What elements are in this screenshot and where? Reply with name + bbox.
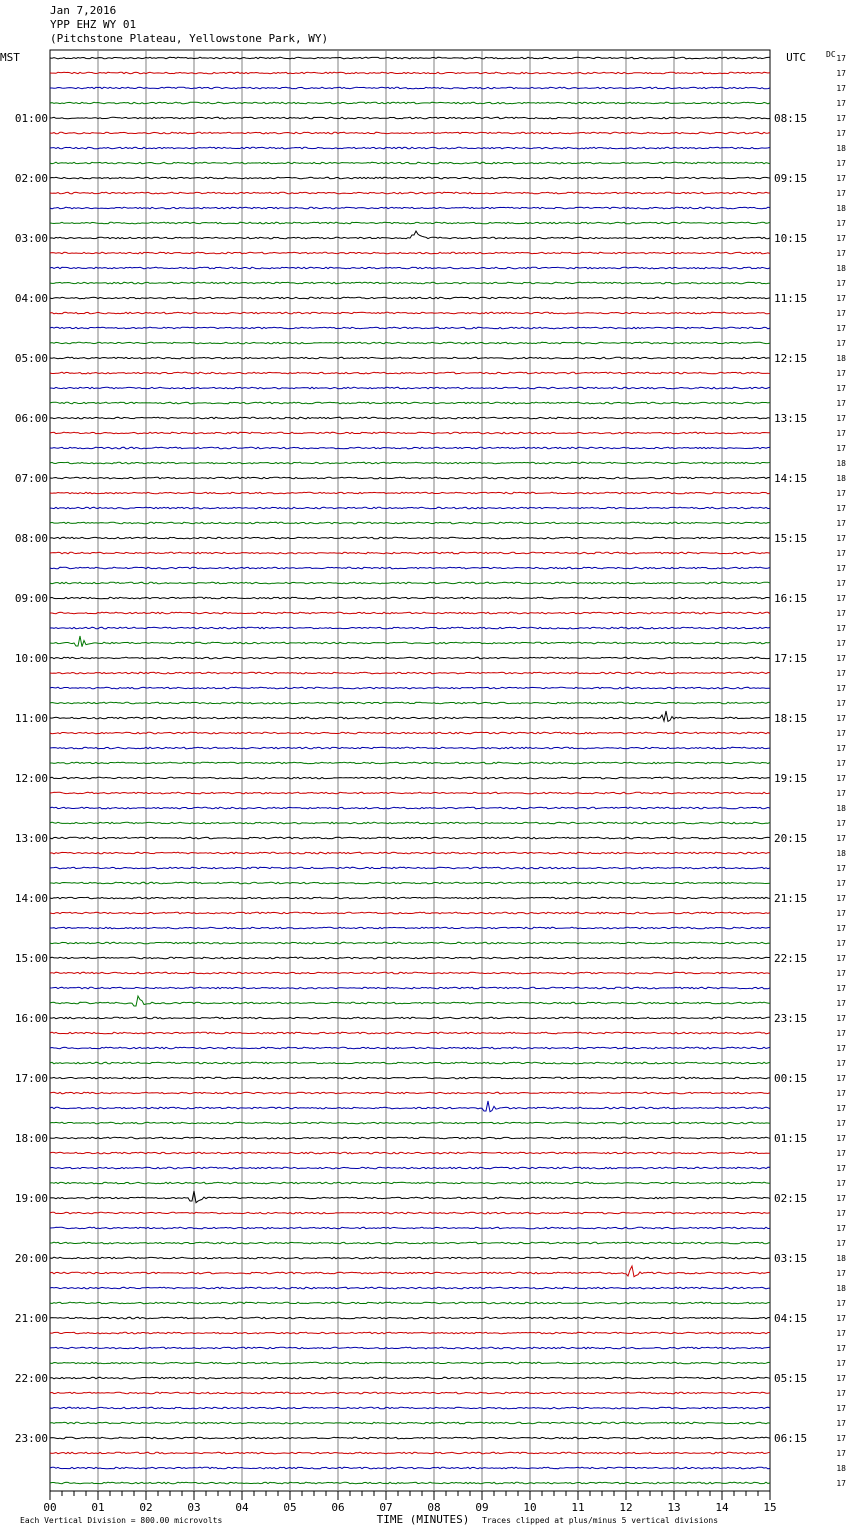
row-value-label: 17	[836, 954, 846, 963]
trace-line-83	[50, 1287, 770, 1289]
mst-hour-label: 07:00	[14, 472, 48, 485]
row-value-label: 17	[836, 174, 846, 183]
row-value-label: 17	[836, 1134, 846, 1143]
utc-hour-label: 16:15	[774, 592, 808, 605]
row-value-label: 17	[836, 909, 846, 918]
row-value-label: 17	[836, 444, 846, 453]
trace-line-33	[50, 537, 770, 539]
mst-hour-label: 11:00	[14, 712, 48, 725]
trace-line-28	[50, 462, 770, 464]
trace-line-84	[50, 1302, 770, 1304]
row-value-label: 17	[836, 189, 846, 198]
x-tick-label: 11	[571, 1501, 585, 1514]
row-value-label: 18	[836, 1284, 846, 1293]
x-axis-label: TIME (MINUTES)	[376, 1513, 470, 1526]
utc-label: UTC	[786, 51, 806, 64]
mst-hour-label: 16:00	[14, 1012, 48, 1025]
mst-hour-label: 04:00	[14, 292, 48, 305]
trace-line-79	[50, 1227, 770, 1229]
trace-line-26	[50, 432, 770, 434]
row-value-label: 17	[836, 1179, 846, 1188]
trace-line-12	[50, 222, 770, 224]
row-value-label: 17	[836, 669, 846, 678]
row-value-label: 17	[836, 1329, 846, 1338]
trace-line-36	[50, 582, 770, 584]
utc-hour-label: 10:15	[774, 232, 808, 245]
row-value-label: 17	[836, 1359, 846, 1368]
row-value-label: 17	[836, 1224, 846, 1233]
row-value-label: 18	[836, 204, 846, 213]
row-value-label: 17	[836, 1209, 846, 1218]
trace-line-41	[50, 657, 770, 659]
dc-label: DC	[826, 50, 836, 59]
row-value-label: 17	[836, 1314, 846, 1323]
row-value-label: 17	[836, 309, 846, 318]
x-tick-label: 08	[427, 1501, 441, 1514]
row-value-label: 17	[836, 834, 846, 843]
trace-line-57	[50, 897, 770, 899]
x-tick-label: 04	[235, 1501, 249, 1514]
trace-line-67	[50, 1047, 770, 1049]
utc-hour-label: 12:15	[774, 352, 808, 365]
trace-line-81	[50, 1257, 770, 1259]
trace-line-64	[50, 996, 770, 1006]
row-value-label: 17	[836, 219, 846, 228]
row-value-label: 17	[836, 84, 846, 93]
trace-line-60	[50, 942, 770, 944]
trace-line-52	[50, 822, 770, 824]
row-value-label: 17	[836, 564, 846, 573]
mst-hour-label: 01:00	[14, 112, 48, 125]
mst-hour-label: 10:00	[14, 652, 48, 665]
mst-hour-label: 17:00	[14, 1072, 48, 1085]
row-value-label: 17	[836, 1044, 846, 1053]
row-value-label: 18	[836, 354, 846, 363]
trace-line-56	[50, 882, 770, 884]
station-code: YPP EHZ WY 01	[50, 18, 137, 31]
trace-line-61	[50, 957, 770, 959]
row-value-label: 18	[836, 459, 846, 468]
row-value-label: 17	[836, 504, 846, 513]
trace-line-32	[50, 522, 770, 524]
trace-line-73	[50, 1137, 770, 1139]
trace-line-21	[50, 357, 770, 359]
x-tick-label: 00	[43, 1501, 57, 1514]
trace-line-2	[50, 72, 770, 74]
row-value-label: 18	[836, 474, 846, 483]
trace-line-68	[50, 1062, 770, 1064]
row-value-label: 17	[836, 1089, 846, 1098]
trace-line-5	[50, 117, 770, 119]
trace-line-80	[50, 1242, 770, 1244]
trace-line-50	[50, 792, 770, 794]
row-value-label: 17	[836, 729, 846, 738]
row-value-label: 17	[836, 1344, 846, 1353]
row-value-label: 17	[836, 534, 846, 543]
utc-hour-label: 18:15	[774, 712, 808, 725]
utc-hour-label: 06:15	[774, 1432, 808, 1445]
row-value-label: 17	[836, 1239, 846, 1248]
trace-line-38	[50, 612, 770, 614]
trace-line-93	[50, 1437, 770, 1439]
trace-line-6	[50, 132, 770, 134]
row-value-label: 18	[836, 1254, 846, 1263]
utc-hour-label: 05:15	[774, 1372, 808, 1385]
utc-hour-label: 09:15	[774, 172, 808, 185]
trace-line-37	[50, 597, 770, 599]
row-value-label: 17	[836, 789, 846, 798]
utc-hour-label: 13:15	[774, 412, 808, 425]
row-value-label: 17	[836, 624, 846, 633]
trace-line-7	[50, 147, 770, 149]
row-value-label: 17	[836, 1389, 846, 1398]
trace-line-62	[50, 972, 770, 974]
trace-line-40	[50, 636, 770, 647]
utc-hour-label: 14:15	[774, 472, 808, 485]
trace-line-89	[50, 1377, 770, 1379]
row-value-label: 17	[836, 579, 846, 588]
trace-line-45	[50, 711, 770, 721]
trace-line-13	[50, 231, 770, 239]
row-value-label: 17	[836, 744, 846, 753]
x-tick-label: 09	[475, 1501, 489, 1514]
trace-line-94	[50, 1452, 770, 1454]
mst-hour-label: 03:00	[14, 232, 48, 245]
row-value-label: 17	[836, 939, 846, 948]
trace-line-48	[50, 762, 770, 764]
mst-hour-label: 06:00	[14, 412, 48, 425]
mst-hour-label: 20:00	[14, 1252, 48, 1265]
utc-hour-label: 17:15	[774, 652, 808, 665]
row-value-label: 17	[836, 414, 846, 423]
row-value-label: 17	[836, 984, 846, 993]
x-tick-label: 14	[715, 1501, 729, 1514]
row-value-label: 17	[836, 819, 846, 828]
trace-line-53	[50, 837, 770, 839]
row-value-label: 17	[836, 339, 846, 348]
utc-hour-label: 02:15	[774, 1192, 808, 1205]
trace-line-20	[50, 342, 770, 344]
trace-line-77	[50, 1191, 770, 1203]
row-value-label: 17	[836, 594, 846, 603]
clip-note: Traces clipped at plus/minus 5 vertical divisions	[482, 1516, 719, 1525]
utc-hour-label: 23:15	[774, 1012, 808, 1025]
utc-hour-label: 04:15	[774, 1312, 808, 1325]
mst-hour-label: 23:00	[14, 1432, 48, 1445]
row-value-label: 17	[836, 54, 846, 63]
utc-hour-label: 20:15	[774, 832, 808, 845]
trace-line-10	[50, 192, 770, 194]
row-value-label: 17	[836, 234, 846, 243]
row-value-label: 17	[836, 639, 846, 648]
row-value-label: 17	[836, 774, 846, 783]
row-value-label: 17	[836, 759, 846, 768]
x-tick-label: 12	[619, 1501, 633, 1514]
trace-line-27	[50, 447, 770, 449]
trace-line-30	[50, 492, 770, 494]
plot-frame	[50, 50, 770, 1491]
trace-line-71	[50, 1101, 770, 1112]
row-value-label: 17	[836, 99, 846, 108]
trace-line-25	[50, 417, 770, 419]
trace-line-49	[50, 777, 770, 779]
trace-line-74	[50, 1152, 770, 1154]
trace-line-72	[50, 1122, 770, 1124]
trace-line-31	[50, 507, 770, 509]
trace-line-43	[50, 687, 770, 689]
x-tick-label: 13	[667, 1501, 681, 1514]
trace-line-34	[50, 552, 770, 554]
row-value-label: 17	[836, 429, 846, 438]
trace-line-16	[50, 282, 770, 284]
row-value-label: 17	[836, 369, 846, 378]
row-value-label: 17	[836, 1164, 846, 1173]
row-value-label: 17	[836, 654, 846, 663]
trace-line-18	[50, 312, 770, 314]
row-value-label: 17	[836, 489, 846, 498]
trace-line-35	[50, 567, 770, 569]
row-value-label: 17	[836, 129, 846, 138]
row-value-label: 17	[836, 69, 846, 78]
utc-hour-label: 15:15	[774, 532, 808, 545]
row-value-label: 17	[836, 1194, 846, 1203]
station-location: (Pitchstone Plateau, Yellowstone Park, WY)	[50, 32, 329, 45]
trace-line-46	[50, 732, 770, 734]
x-tick-label: 06	[331, 1501, 345, 1514]
row-value-label: 17	[836, 684, 846, 693]
trace-line-17	[50, 297, 770, 299]
trace-line-29	[50, 477, 770, 479]
trace-line-96	[50, 1482, 770, 1484]
row-value-label: 17	[836, 1269, 846, 1278]
x-tick-label: 01	[91, 1501, 105, 1514]
row-value-label: 17	[836, 279, 846, 288]
utc-hour-label: 08:15	[774, 112, 808, 125]
trace-line-75	[50, 1167, 770, 1169]
row-value-label: 18	[836, 804, 846, 813]
trace-line-55	[50, 867, 770, 869]
mst-hour-label: 14:00	[14, 892, 48, 905]
trace-line-58	[50, 912, 770, 914]
row-value-label: 17	[836, 159, 846, 168]
trace-line-54	[50, 852, 770, 854]
row-value-label: 17	[836, 519, 846, 528]
row-value-label: 17	[836, 1149, 846, 1158]
row-value-label: 17	[836, 609, 846, 618]
utc-hour-label: 00:15	[774, 1072, 808, 1085]
row-value-label: 18	[836, 144, 846, 153]
trace-line-70	[50, 1092, 770, 1094]
mst-label: MST	[0, 51, 20, 64]
row-value-label: 17	[836, 1014, 846, 1023]
trace-line-19	[50, 327, 770, 329]
row-value-label: 17	[836, 1104, 846, 1113]
mst-hour-label: 13:00	[14, 832, 48, 845]
trace-line-47	[50, 747, 770, 749]
row-value-label: 17	[836, 1119, 846, 1128]
mst-hour-label: 22:00	[14, 1372, 48, 1385]
trace-line-8	[50, 162, 770, 164]
trace-line-65	[50, 1017, 770, 1019]
row-value-label: 17	[836, 864, 846, 873]
trace-line-1	[50, 57, 770, 59]
trace-line-82	[50, 1266, 770, 1277]
trace-line-14	[50, 252, 770, 254]
trace-line-78	[50, 1212, 770, 1214]
trace-line-88	[50, 1362, 770, 1364]
utc-hour-label: 01:15	[774, 1132, 808, 1145]
trace-line-42	[50, 672, 770, 674]
trace-line-59	[50, 927, 770, 929]
row-value-label: 17	[836, 999, 846, 1008]
row-value-label: 17	[836, 384, 846, 393]
trace-line-24	[50, 402, 770, 404]
row-value-label: 17	[836, 1374, 846, 1383]
row-value-label: 17	[836, 1434, 846, 1443]
trace-line-90	[50, 1392, 770, 1394]
row-value-label: 17	[836, 1419, 846, 1428]
row-value-label: 18	[836, 849, 846, 858]
row-value-label: 17	[836, 894, 846, 903]
row-value-label: 17	[836, 714, 846, 723]
mst-hour-label: 09:00	[14, 592, 48, 605]
row-value-label: 17	[836, 1059, 846, 1068]
trace-line-51	[50, 807, 770, 809]
x-tick-label: 10	[523, 1501, 537, 1514]
row-value-label: 17	[836, 1449, 846, 1458]
trace-line-9	[50, 177, 770, 179]
trace-line-4	[50, 102, 770, 104]
x-tick-label: 02	[139, 1501, 153, 1514]
utc-hour-label: 03:15	[774, 1252, 808, 1265]
row-value-label: 17	[836, 1074, 846, 1083]
trace-line-95	[50, 1467, 770, 1469]
trace-line-92	[50, 1422, 770, 1424]
trace-line-44	[50, 702, 770, 704]
mst-hour-label: 02:00	[14, 172, 48, 185]
mst-hour-label: 21:00	[14, 1312, 48, 1325]
row-value-label: 17	[836, 399, 846, 408]
trace-line-86	[50, 1332, 770, 1334]
x-tick-label: 03	[187, 1501, 201, 1514]
row-value-label: 18	[836, 1464, 846, 1473]
row-value-label: 17	[836, 879, 846, 888]
trace-line-91	[50, 1407, 770, 1409]
mst-hour-label: 05:00	[14, 352, 48, 365]
trace-line-63	[50, 987, 770, 989]
mst-hour-label: 08:00	[14, 532, 48, 545]
record-date: Jan 7,2016	[50, 4, 117, 17]
x-tick-label: 15	[763, 1501, 777, 1514]
row-value-label: 17	[836, 549, 846, 558]
mst-hour-label: 15:00	[14, 952, 48, 965]
row-value-label: 17	[836, 699, 846, 708]
row-value-label: 17	[836, 294, 846, 303]
mst-hour-label: 12:00	[14, 772, 48, 785]
row-value-label: 17	[836, 324, 846, 333]
row-value-label: 17	[836, 969, 846, 978]
trace-line-87	[50, 1347, 770, 1349]
utc-hour-label: 19:15	[774, 772, 808, 785]
row-value-label: 17	[836, 114, 846, 123]
row-value-label: 17	[836, 249, 846, 258]
trace-line-76	[50, 1182, 770, 1184]
trace-line-15	[50, 267, 770, 269]
row-value-label: 17	[836, 924, 846, 933]
x-tick-label: 07	[379, 1501, 393, 1514]
trace-line-69	[50, 1077, 770, 1079]
utc-hour-label: 21:15	[774, 892, 808, 905]
trace-line-66	[50, 1032, 770, 1034]
row-value-label: 17	[836, 1479, 846, 1488]
mst-hour-label: 18:00	[14, 1132, 48, 1145]
trace-line-3	[50, 87, 770, 89]
row-value-label: 17	[836, 1029, 846, 1038]
trace-line-39	[50, 627, 770, 629]
trace-line-85	[50, 1317, 770, 1319]
trace-line-22	[50, 372, 770, 374]
row-value-label: 18	[836, 264, 846, 273]
utc-hour-label: 22:15	[774, 952, 808, 965]
scale-note: Each Vertical Division = 800.00 microvolts	[20, 1516, 223, 1525]
row-value-label: 17	[836, 1404, 846, 1413]
trace-line-11	[50, 207, 770, 209]
x-tick-label: 05	[283, 1501, 297, 1514]
row-value-label: 17	[836, 1299, 846, 1308]
utc-hour-label: 11:15	[774, 292, 808, 305]
trace-line-23	[50, 387, 770, 389]
mst-hour-label: 19:00	[14, 1192, 48, 1205]
